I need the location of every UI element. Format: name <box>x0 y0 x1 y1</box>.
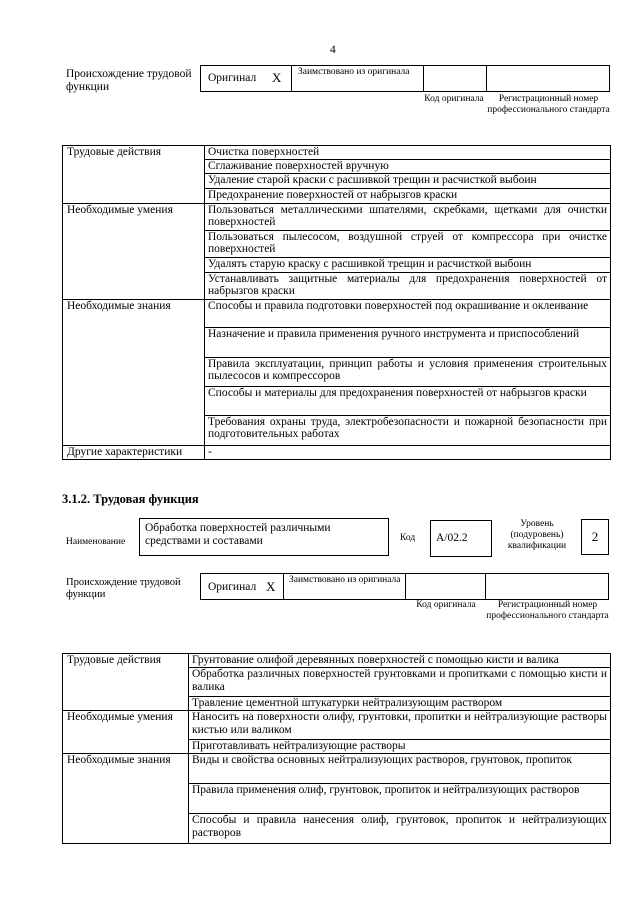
labor-function-table-1 <box>62 145 611 460</box>
table-row: Очистка поверхностей <box>205 146 611 160</box>
table-row: Требования охраны труда, электробезопасности и пожарной безопасности при подготовительных работах <box>205 415 611 445</box>
table-row: Травление цементной штукатурки нейтрализующим раствором <box>189 697 611 711</box>
name-value: Обработка поверхностей различными средствами и составами <box>145 522 331 547</box>
table-row: Правила применения олиф, грунтовок, пропиток и нейтрализующих растворов <box>189 784 611 814</box>
original-label: Оригинал <box>208 72 257 84</box>
origin-label: Происхождение трудовой функции <box>66 68 192 93</box>
table-row: Предохранение поверхностей от набрызгов краски <box>205 188 611 203</box>
code-value: А/02.2 <box>436 532 468 544</box>
table-row: Удалять старую краску с расшивкой трещин и расчисткой выбоин <box>205 257 611 272</box>
reg-number-label: Регистрационный номер профессионального стандарта <box>487 94 610 115</box>
original-mark: X <box>272 70 282 85</box>
labor-function-table-2 <box>62 653 611 844</box>
table-row: Сглаживание поверхностей вручную <box>205 159 611 173</box>
group-label: Необходимые знания <box>63 754 189 844</box>
group-label: Необходимые знания <box>63 299 205 445</box>
borrowed-label: Заимствовано из оригинала <box>289 575 401 585</box>
page-number: 4 <box>330 44 336 56</box>
table-row: Приготавливать нейтрализующие растворы <box>189 740 611 754</box>
reg-number-label: Регистрационный номер профессионального стандарта <box>486 600 609 621</box>
level-label: Уровень (подуровень) квалификации <box>507 519 567 551</box>
table-row: Пользоваться металлическими шпателями, скребками, щетками для очистки поверхностей <box>205 203 611 230</box>
table-row: Способы и правила подготовки поверхностей под окрашивание и оклеивание <box>205 299 611 327</box>
group-label: Трудовые действия <box>63 146 205 204</box>
group-label: Трудовые действия <box>63 654 189 711</box>
original-mark: X <box>266 579 276 594</box>
table-row: Грунтование олифой деревянных поверхностей с помощью кисти и валика <box>189 654 611 668</box>
section-title: 3.1.2. Трудовая функция <box>62 492 199 506</box>
table-row: Наносить на поверхности олифу, грунтовки, пропитки и нейтрализующие растворы кистью или валиком <box>189 711 611 740</box>
table-row: Виды и свойства основных нейтрализующих растворов, грунтовок, пропиток <box>189 754 611 784</box>
borrowed-label: Заимствовано из оригинала <box>298 67 410 77</box>
code-label: Код <box>400 533 416 543</box>
table-row: Назначение и правила применения ручного инструмента и приспособлений <box>205 327 611 357</box>
code-original-label: Код оригинала <box>424 94 484 104</box>
table-row: Устанавливать защитные материалы для предохранения поверхностей от набрызгов краски <box>205 272 611 299</box>
table-row: - <box>205 445 611 459</box>
table-row: Удаление старой краски с расшивкой трещин и расчисткой выбоин <box>205 173 611 188</box>
table-row: Правила эксплуатации, принцип работы и условия применения строительных пылесосов и компрессоров <box>205 357 611 386</box>
name-label: Наименование <box>66 537 126 547</box>
table-row: Способы и правила нанесения олиф, грунтовок, пропиток и нейтрализующих растворов <box>189 814 611 844</box>
group-label: Необходимые умения <box>63 711 189 754</box>
group-label: Необходимые умения <box>63 203 205 299</box>
original-label: Оригинал <box>208 581 257 593</box>
origin-label: Происхождение трудовой функции <box>66 577 181 600</box>
group-label: Другие характеристики <box>63 445 205 459</box>
level-value: 2 <box>591 529 599 544</box>
code-original-label: Код оригинала <box>416 600 476 610</box>
table-row: Способы и материалы для предохранения поверхностей от набрызгов краски <box>205 386 611 415</box>
table-row: Пользоваться пылесосом, воздушной струей от компрессора при очистке поверхностей <box>205 230 611 257</box>
table-row: Обработка различных поверхностей грунтовками и пропитками с помощью кисти и валика <box>189 668 611 697</box>
